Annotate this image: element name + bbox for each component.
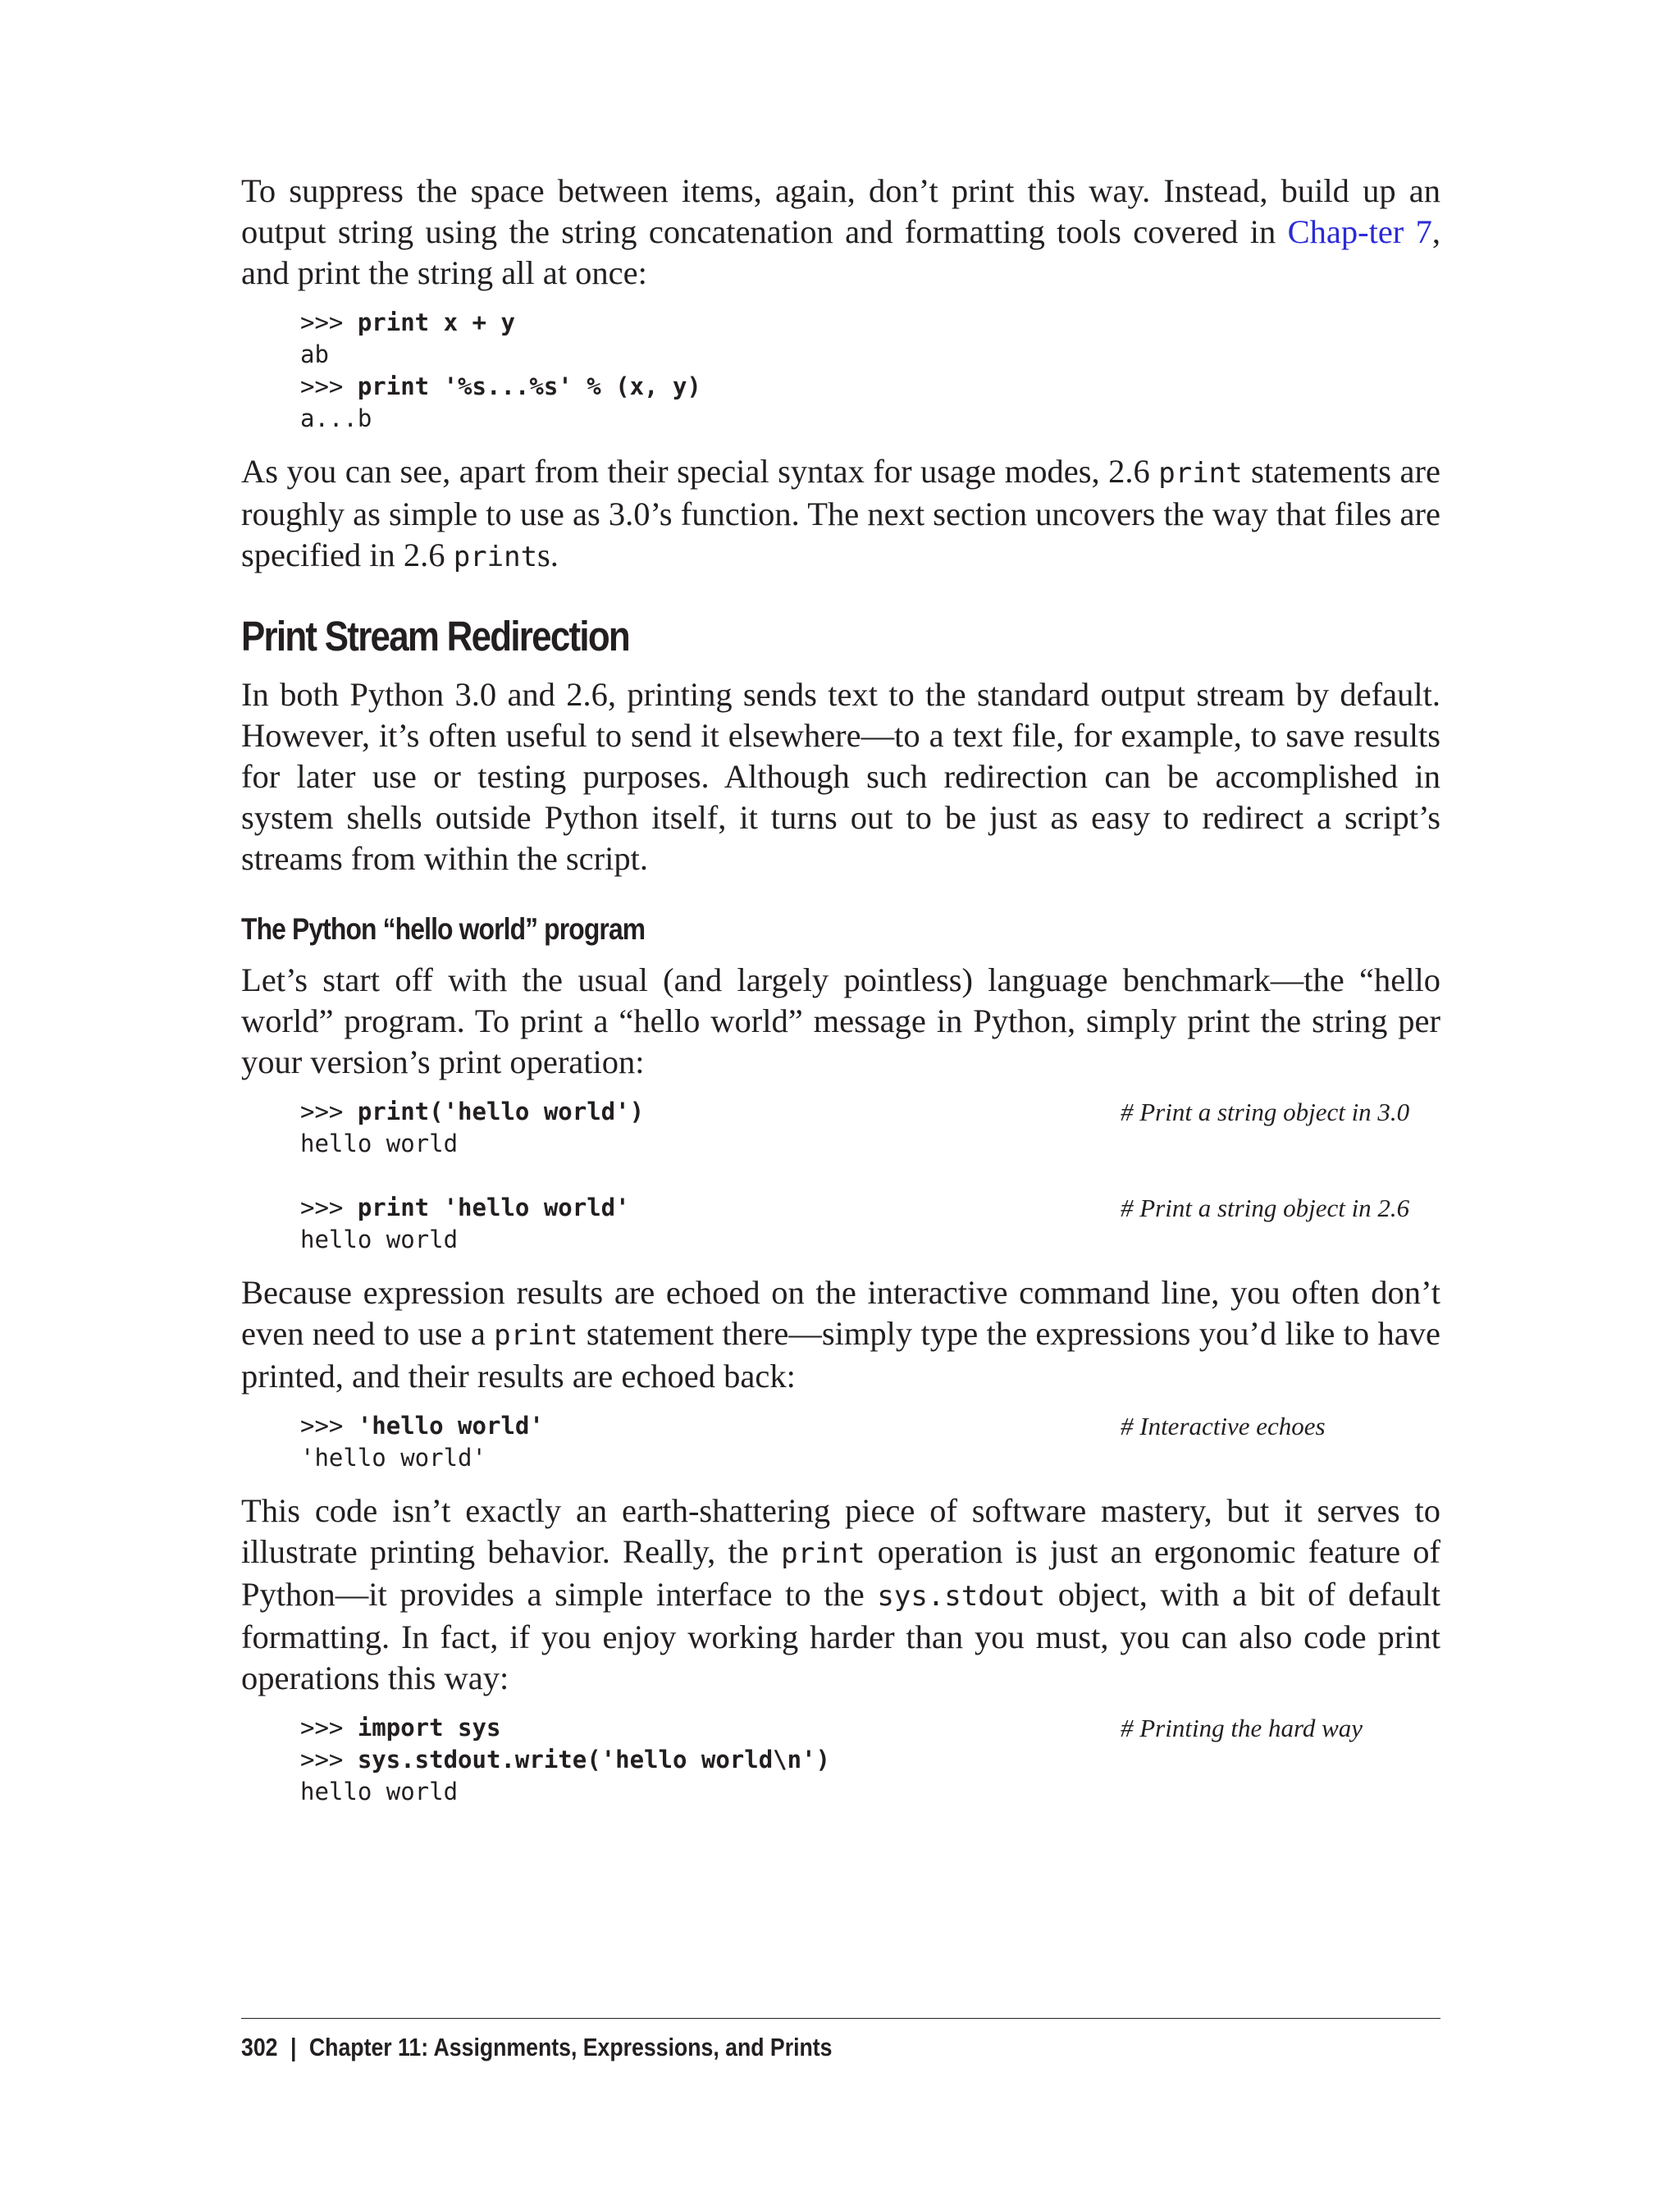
text: To suppress the space between items, again, don’t print this way. Instead, build up an output string using the string concatenation and formatting tools covered in <box>241 172 1440 250</box>
section-heading: Print Stream Redirection <box>241 613 629 660</box>
code-output: a...b <box>300 404 372 432</box>
inline-code: print <box>453 541 538 573</box>
code-line: >>> print '%s...%s' % (x, y) <box>300 372 701 400</box>
paragraph-print-statements: As you can see, apart from their special syntax for usage modes, 2.6 print statements are roughly as simple to use as 3.0’s function. The next section uncovers the way that files are specified in 2.6 prints. <box>241 453 1440 573</box>
code-line: >>> 'hello world' # Interactive echoes <box>300 1412 1326 1440</box>
inline-code: print <box>1158 457 1243 490</box>
code-line: >>> print('hello world') # Print a string object in 3.0 <box>300 1098 1410 1126</box>
code-output: ab <box>300 340 329 368</box>
code-comment: # Print a string object in 3.0 <box>1121 1098 1410 1126</box>
code-line: >>> sys.stdout.write('hello world\n') <box>300 1746 831 1774</box>
paragraph-hello-world-intro: Let’s start off with the usual (and largely pointless) language benchmark—the “hello world” program. To print a “hello world” message in Python, simply print the string per your version’s print operation: <box>241 961 1440 1080</box>
footer-separator: | <box>290 2033 297 2061</box>
code-comment: # Print a string object in 2.6 <box>1121 1194 1410 1222</box>
code-output: hello world <box>300 1778 459 1806</box>
chapter-title: Chapter 11: Assignments, Expressions, and Prints <box>308 2033 833 2061</box>
paragraph-suppress-space <box>241 171 1440 294</box>
text: , and print the string all at once: <box>241 213 1440 291</box>
inline-code: print <box>494 1319 578 1352</box>
code-output: 'hello world' <box>300 1444 486 1472</box>
paragraph-stdout: This code isn’t exactly an earth-shattering piece of software mastery, but it serves to illustrate printing behavior. Really, the print operation is just an ergonomic feature of Python—it provides a simple interface to the sys.stdout object, with a bit of default formatting. In fact, if you enjoy working harder than you must, you can also code print operations this way: <box>241 1492 1440 1696</box>
code-output: hello world <box>300 1226 459 1253</box>
code-comment: # Interactive echoes <box>1121 1412 1326 1440</box>
code-block-hard-way <box>241 1712 1440 1808</box>
code-line: >>> print 'hello world' # Print a string object in 2.6 <box>300 1194 1410 1222</box>
code-output: hello world <box>300 1130 459 1157</box>
code-line: >>> import sys # Printing the hard way <box>300 1714 1363 1742</box>
page-content <box>241 171 1440 1808</box>
code-block-hello-world <box>241 1096 1440 1256</box>
chapter-7-link[interactable]: Chap-ter 7 <box>1287 213 1432 250</box>
code-line: >>> print x + y <box>300 308 515 336</box>
subsection-heading: The Python “hello world” program <box>241 912 646 946</box>
inline-code: print <box>781 1537 865 1570</box>
footer-rule <box>241 2018 1440 2019</box>
code-comment: # Printing the hard way <box>1121 1714 1363 1742</box>
code-block-concatenation <box>241 307 1440 435</box>
code-block-echo <box>241 1410 1440 1474</box>
inline-code: sys.stdout <box>877 1580 1046 1613</box>
paragraph-redirection-intro: In both Python 3.0 and 2.6, printing sends text to the standard output stream by default. However, it’s often useful to send it elsewhere—to a text file, for example, to save results for later use or testing purposes. Although such redirection can be accomplished in system shells outside Python itself, it turns out to be just as easy to redirect a script’s streams from within the script. <box>241 676 1440 877</box>
paragraph-interactive-echo: Because expression results are echoed on the interactive command line, you often don’t even need to use a print statement there—simply type the expressions you’d like to have printed, and their results are echoed back: <box>241 1274 1440 1395</box>
page-number: 302 <box>241 2033 278 2061</box>
page-footer <box>241 2031 832 2064</box>
